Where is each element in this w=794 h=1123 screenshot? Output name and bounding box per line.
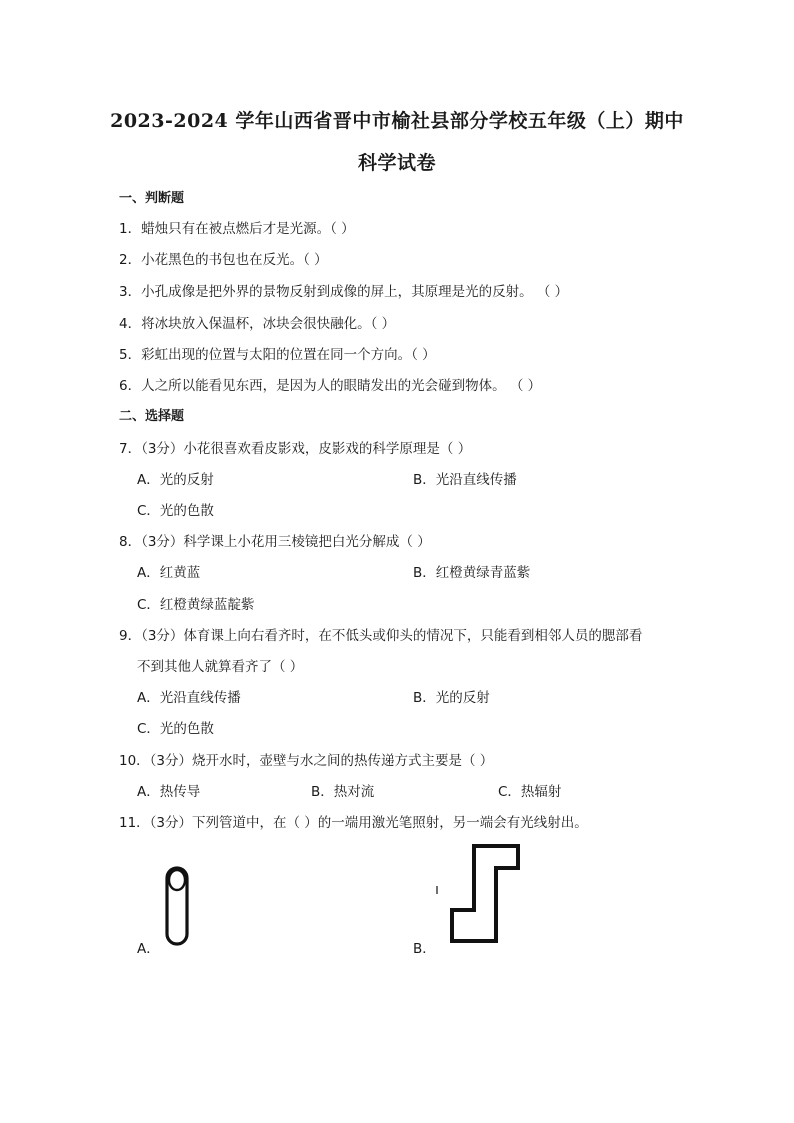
judge-question-1: 1．蜡烛只有在被点燃后才是光源。（ ） [119, 221, 355, 237]
q10-option-c: C．热辐射 [498, 784, 562, 800]
q8-option-c: C．红橙黄绿蓝靛紫 [137, 597, 255, 613]
q9-option-a: A．光沿直线传播 [137, 690, 241, 706]
q8-option-a: A．红黄蓝 [137, 565, 201, 581]
q11-option-b-label: B． [413, 941, 436, 957]
choice-question-11-stem: 11．（3分）下列管道中，在（ ）的一端用激光笔照射，另一端会有光线射出。 [119, 815, 588, 831]
exam-title-line2: 科学试卷 [357, 152, 436, 174]
judge-question-3: 3．小孔成像是把外界的景物反射到成像的屏上，其原理是光的反射。 （ ） [119, 284, 569, 300]
q7-option-c: C．光的色散 [137, 503, 214, 519]
exam-title-line1: 2023-2024 学年山西省晋中市榆社县部分学校五年级（上）期中 [110, 110, 684, 132]
bent-tube-figure [432, 840, 524, 946]
judge-question-2: 2．小花黑色的书包也在反光。（ ） [119, 252, 328, 268]
q7-option-a: A．光的反射 [137, 472, 214, 488]
judge-question-5: 5．彩虹出现的位置与太阳的位置在同一个方向。（ ） [119, 347, 436, 363]
q7-option-b: B．光沿直线传播 [413, 472, 517, 488]
section-judge-heading: 一、判断题 [119, 191, 185, 206]
q9-option-b: B．光的反射 [413, 690, 490, 706]
q11-option-a-label: A． [137, 941, 160, 957]
choice-question-10-stem: 10．（3分）烧开水时，壶壁与水之间的热传递方式主要是（ ） [119, 753, 494, 769]
q10-option-a: A．热传导 [137, 784, 201, 800]
choice-question-8-stem: 8．（3分）科学课上小花用三棱镜把白光分解成（ ） [119, 534, 431, 550]
judge-question-4: 4．将冰块放入保温杯，冰块会很快融化。（ ） [119, 316, 396, 332]
choice-question-7-stem: 7．（3分）小花很喜欢看皮影戏，皮影戏的科学原理是（ ） [119, 441, 472, 457]
q9-option-c: C．光的色散 [137, 721, 214, 737]
q8-option-b: B．红橙黄绿青蓝紫 [413, 565, 531, 581]
choice-question-9-stem-line1: 9．（3分）体育课上向右看齐时，在不低头或仰头的情况下，只能看到相邻人员的腮部看 [119, 628, 643, 644]
section-choice-heading: 二、选择题 [119, 409, 185, 424]
q10-option-b: B．热对流 [311, 784, 375, 800]
judge-question-6: 6．人之所以能看见东西，是因为人的眼睛发出的光会碰到物体。 （ ） [119, 378, 542, 394]
straight-tube-figure [160, 864, 196, 950]
choice-question-9-stem-line2: 不到其他人就算看齐了（ ） [137, 659, 304, 675]
